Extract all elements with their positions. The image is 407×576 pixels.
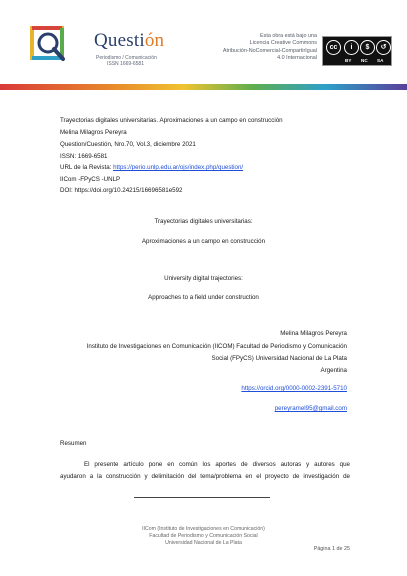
license-line: Licencia Creative Commons: [249, 40, 317, 47]
spanish-title: Trayectorias digitales universitarias:: [154, 218, 253, 225]
logo-issn: ISSN 1669-6581: [107, 61, 144, 67]
abstract-heading: Resumen: [60, 440, 87, 447]
author-affiliation-1: Instituto de Investigaciones en Comunicación (IICOM) Facultad de Periodismo y Comunicación: [86, 343, 347, 350]
logo-word-main: Questi: [94, 30, 145, 51]
meta-url-label: URL de la Revista:: [60, 164, 112, 171]
footer-line: Facultad de Periodismo y Comunicación Social: [149, 533, 258, 539]
cc-symbol-glyph: cc: [329, 44, 338, 51]
meta-issn-line: ISSN: 1669-6581: [60, 153, 108, 160]
creative-commons-badge[interactable]: [322, 36, 392, 66]
meta-icom-line: IICom -FPyCS -UNLP: [60, 176, 121, 183]
author-country: Argentina: [320, 367, 347, 374]
license-line: Esta obra está bajo una: [260, 33, 317, 39]
meta-author-line: Melina Milagros Pereyra: [60, 129, 127, 136]
header-color-bar: [0, 84, 407, 90]
cc-label-nc: NC: [361, 58, 368, 63]
author-name: Melina Milagros Pereyra: [280, 330, 347, 337]
footer-line: IICom (Instituto de Investigaciones en Comunicación): [142, 526, 265, 532]
meta-url-line: [60, 164, 243, 172]
license-notice: [223, 33, 317, 63]
cc-label-by: BY: [345, 58, 352, 63]
page-footer: [0, 526, 407, 547]
meta-doi-line: DOI: https://doi.org/10.24215/16696581e592: [60, 187, 183, 194]
sharealike-icon: [376, 40, 391, 55]
page-number: Página 1 de 25: [313, 546, 350, 552]
cc-symbol-glyph: $: [365, 44, 370, 51]
author-affiliation-2: Social (FPyCS) Universidad Nacional de La Plata: [211, 355, 347, 362]
meta-title-line: Trayectorias digitales universitarias. Aproximaciones a un campo en construcción: [60, 117, 283, 124]
footer-line: Universidad Nacional de La Plata: [165, 540, 242, 546]
abstract-line: ayudaron a la construcción y delimitación del tema/problema en el proyecto de investigación de: [60, 473, 350, 480]
abstract-line: El presente artículo pone en común los aportes de diversos autoras y autores que: [84, 461, 350, 468]
license-line: Atribución-NoComercial-CompartirIgual: [222, 47, 317, 54]
logo-word-accent: ón: [144, 30, 165, 51]
journal-url-link[interactable]: https://perio.unlp.edu.ar/ojs/index.php/question/: [113, 164, 244, 171]
cc-symbol-glyph: ↺: [380, 44, 387, 51]
attribution-icon: [344, 40, 359, 55]
spanish-subtitle: Aproximaciones a un campo en construcción: [141, 238, 266, 245]
email-link[interactable]: pereyramel95@gmail.com: [274, 405, 347, 412]
cc-label-sa: SA: [377, 58, 384, 63]
logo-wordmark: [94, 30, 164, 52]
cc-icon: [326, 40, 341, 55]
english-title: University digital trajectories:: [164, 275, 243, 282]
question-logo-icon: [30, 26, 72, 68]
meta-issue-line: Question/Cuestión, Nro.70, Vol.3, diciembre 2021: [60, 141, 196, 148]
footnote-divider: [134, 497, 270, 498]
english-subtitle: Approaches to a field under construction: [148, 294, 259, 301]
license-line: 4.0 Internacional: [277, 55, 317, 62]
orcid-link[interactable]: https://orcid.org/0000-0002-2391-5710: [241, 385, 347, 392]
cc-symbol-glyph: i: [350, 44, 353, 51]
noncommercial-icon: [360, 40, 375, 55]
logo-subtitle: Periodismo / Comunicación: [96, 55, 157, 61]
